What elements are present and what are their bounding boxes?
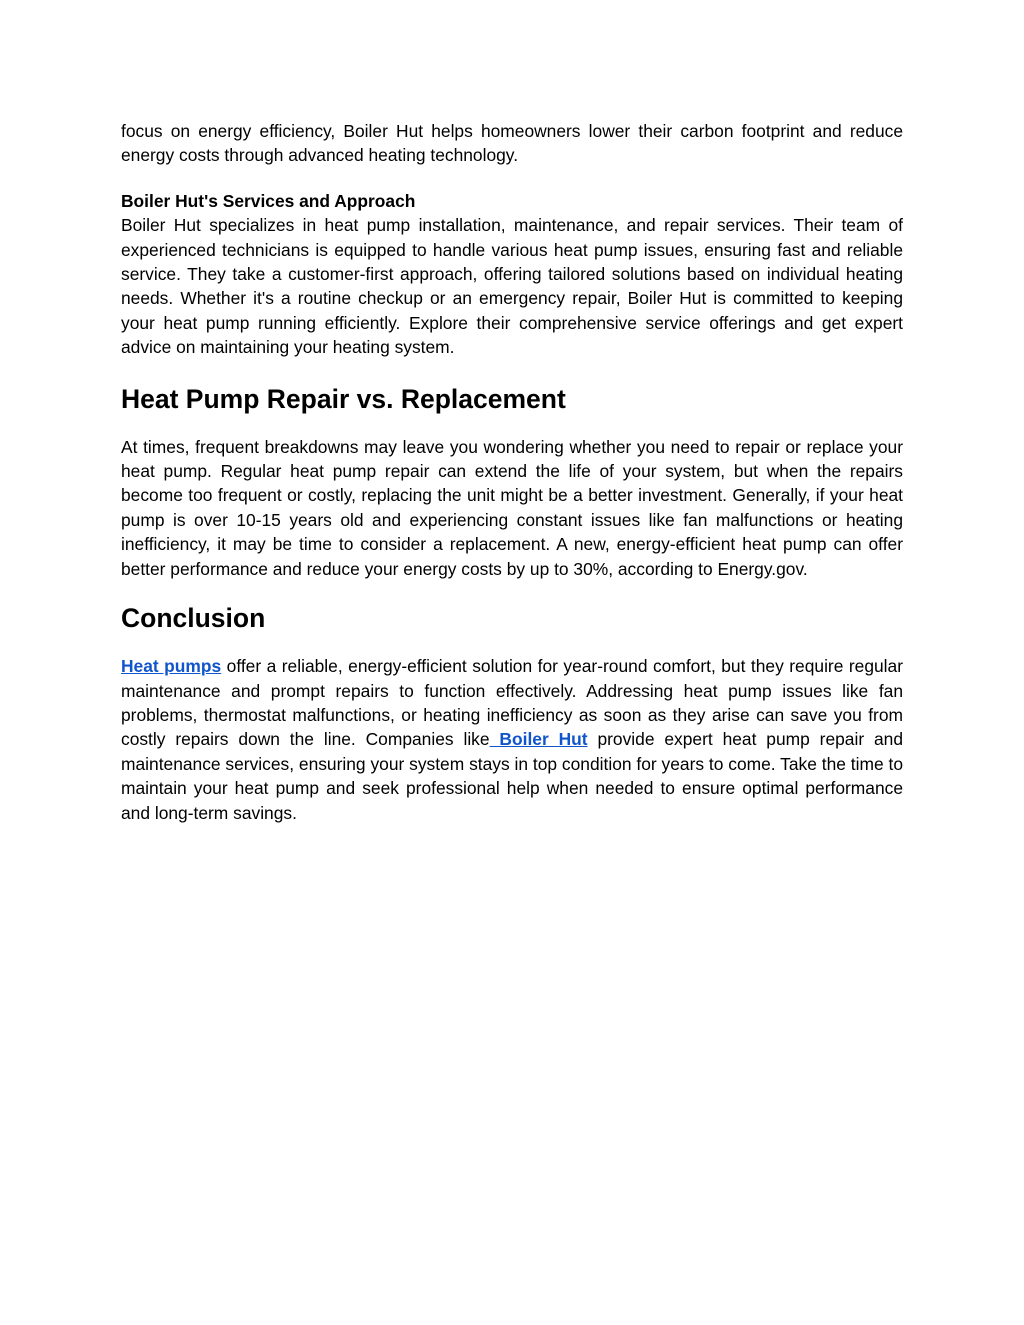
conclusion-text-part2: provide expert heat pump repair and maintenance services, ensuring your system stays in top condition for years to come. Take the time to maintain your heat pump and seek professional help when needed to ensure optimal performance and long-term savings.	[121, 729, 904, 823]
heat-pumps-link[interactable]: Heat pumps	[121, 656, 222, 677]
services-paragraph: Boiler Hut specializes in heat pump installation, maintenance, and repair services. Their team of experienced technicians is equipped to handle various heat pump issues, ensuring fast and reliable service. They take a customer-first approach, offering tailored solutions based on individual heating needs. Whether it's a routine checkup or an emergency repair, Boiler Hut is committed to keeping your heat pump running efficiently. Explore their comprehensive service offerings and get expert advice on maintaining your heating system.	[121, 215, 903, 358]
repair-vs-replacement-paragraph: At times, frequent breakdowns may leave you wondering whether you need to repair or replace your heat pump. Regular heat pump repair can extend the life of your system, but when the repairs become too frequent or costly, replacing the unit might be a better investment. Generally, if your heat pump is over 10-15 years old and experiencing constant issues like fan malfunctions or heating inefficiency, it may be time to consider a replacement. A new, energy-efficient heat pump can offer better performance and reduce your energy costs by up to 30%, according to Energy.gov.	[121, 436, 903, 579]
conclusion-heading: Conclusion	[121, 603, 266, 634]
intro-paragraph: focus on energy efficiency, Boiler Hut helps homeowners lower their carbon footprint and reduce energy costs through advanced heating technology.	[121, 121, 903, 166]
services-heading: Boiler Hut's Services and Approach	[121, 190, 416, 211]
conclusion-paragraph	[121, 654, 903, 825]
repair-vs-replacement-heading: Heat Pump Repair vs. Replacement	[121, 383, 566, 414]
document-page	[121, 119, 903, 825]
conclusion-text-part1: offer a reliable, energy-efficient solution for year-round comfort, but they require regular maintenance and prompt repairs to function effectively. Addressing heat pump issues like fan problems, thermostat malfunctions, or heating inefficiency as soon as they arise can save you from costly repairs down the line. Companies like	[121, 656, 904, 750]
boiler-hut-link[interactable]: Boiler Hut	[489, 729, 588, 750]
